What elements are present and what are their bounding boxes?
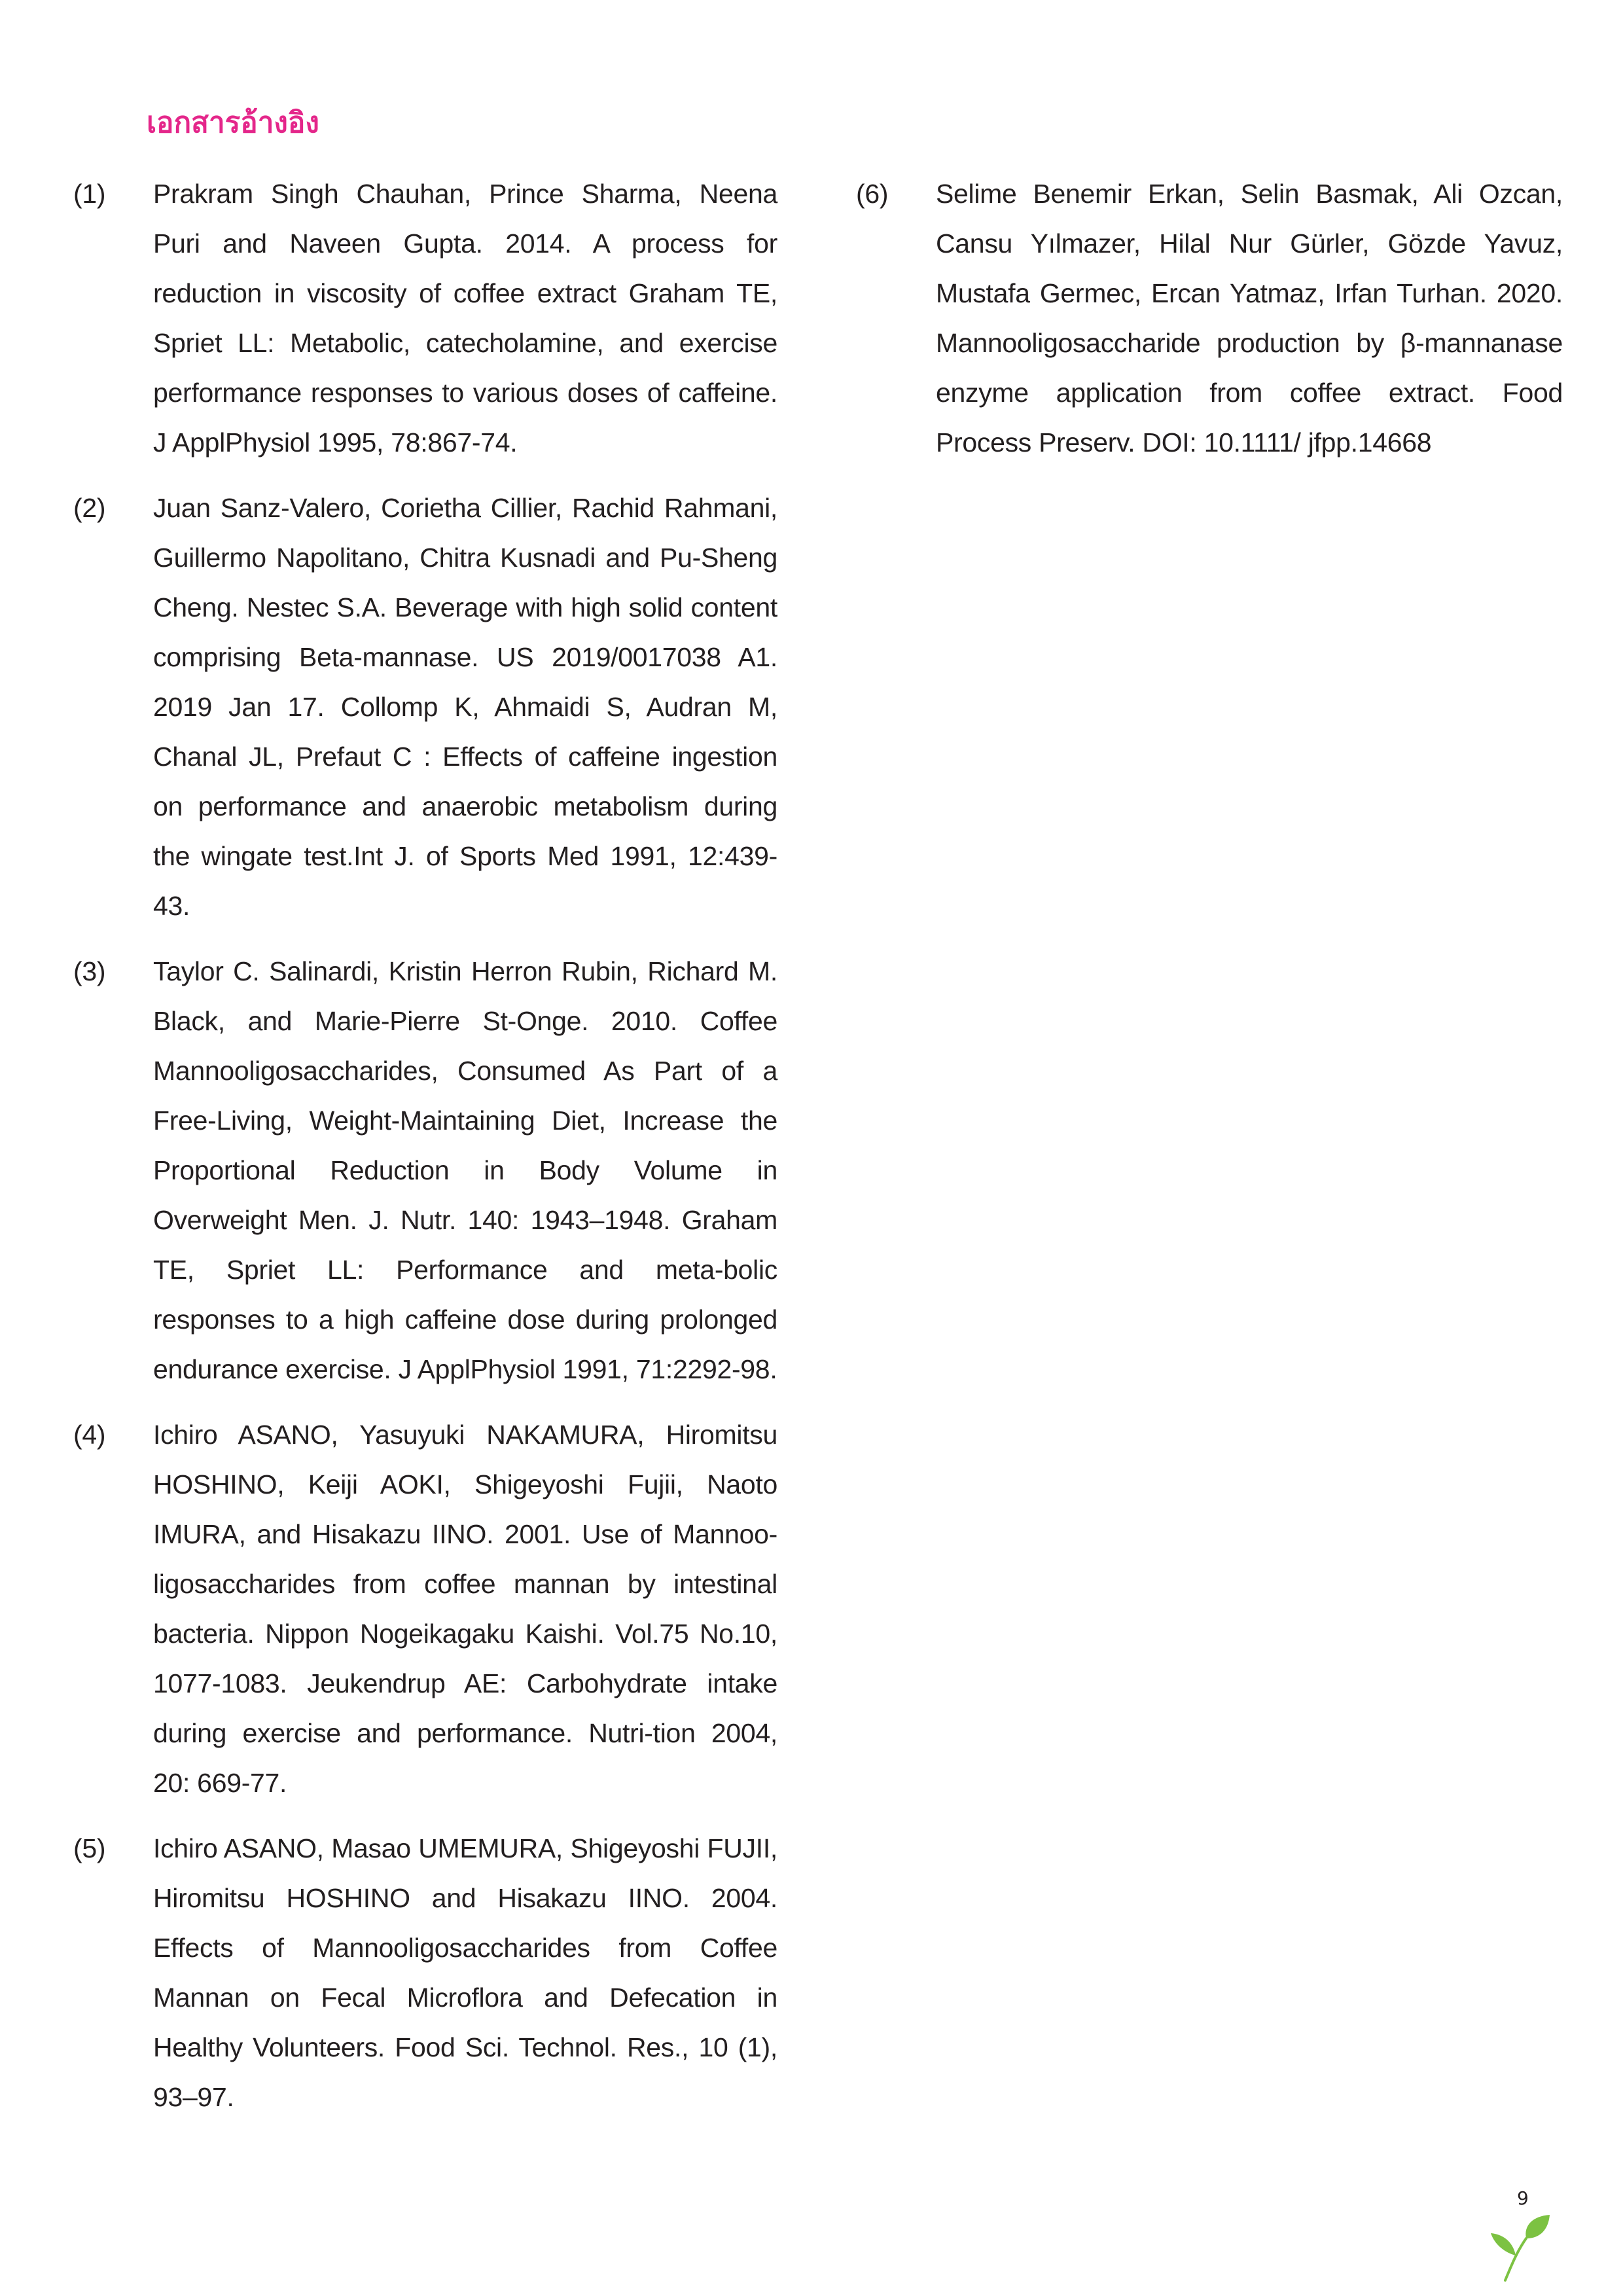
reference-text: Taylor C. Salinardi, Kristin Herron Rubin, Richard M. Black, and Marie-Pierre St-Onge. 2010. Coffee Mannooligosaccharides, Consumed As Part of a Free-Living, Weight-Maintaining Diet, Increase the Proportional Reduction in Body Volume in Overweight Men. J. Nutr. 140: 1943–1948. Graham TE, Spriet LL: Performance and meta-bolic responses to a high caffeine dose during prolonged endurance exercise. J ApplPhysiol 1991, 71:2292-98. [153,956,777,1384]
reference-number: (1) [73,179,106,209]
reference-number: (3) [73,956,106,986]
reference-number: (6) [856,179,889,209]
reference-text: Prakram Singh Chauhan, Prince Sharma, Neena Puri and Naveen Gupta. 2014. A process for reduction in viscosity of coffee extract Graham TE, Spriet LL: Metabolic, catecholamine, and exercise performance responses to various doses of caffeine. J ApplPhysiol 1995, 78:867-74. [153,179,777,457]
reference-number: (2) [73,493,106,523]
reference-number: (4) [73,1420,106,1450]
reference-text: Ichiro ASANO, Yasuyuki NAKAMURA, Hiromitsu HOSHINO, Keiji AOKI, Shigeyoshi Fujii, Naoto IMURA, and Hisakazu IINO. 2001. Use of Mannoo-ligosaccharides from coffee mannan by intestinal bacteria. Nippon Nogeikagaku Kaishi. Vol.75 No.10, 1077-1083. Jeukendrup AE: Carbohydrate intake during exercise and performance. Nutri-tion 2004, 20: 669-77. [153,1420,777,1798]
reference-text: Juan Sanz-Valero, Corietha Cillier, Rachid Rahmani, Guillermo Napolitano, Chitra Kusnadi and Pu-Sheng Cheng. Nestec S.A. Beverage with high solid content comprising Beta-mannase. US 2019/0017038 A1. 2019 Jan 17. Collomp K, Ahmaidi S, Audran M, Chanal JL, Prefaut C : Effects of caffeine ingestion on performance and anaerobic metabolism during the wingate test.Int J. of Sports Med 1991, 12:439-43. [153,493,777,921]
references-column-left [73,169,777,2138]
reference-number: (5) [73,1833,106,1863]
page-number: 9 [1517,2187,1529,2209]
reference-item [73,1410,777,1808]
reference-item [856,169,1563,467]
reference-text: Ichiro ASANO, Masao UMEMURA, Shigeyoshi FUJII, Hiromitsu HOSHINO and Hisakazu IINO. 2004. Effects of Mannooligosaccharides from Coffee Mannan on Fecal Microflora and Defecation in Healthy Volunteers. Food Sci. Technol. Res., 10 (1), 93–97. [153,1833,777,2112]
reference-item [73,946,777,1394]
references-column-right [856,169,1563,483]
reference-item [73,483,777,931]
reference-item [73,169,777,467]
sprout-leaf-icon [1486,2212,1558,2284]
reference-text: Selime Benemir Erkan, Selin Basmak, Ali Ozcan, Cansu Yılmazer, Hilal Nur Gürler, Gözde Yavuz, Mustafa Germec, Ercan Yatmaz, Irfan Turhan. 2020. Mannooligosaccharide production by β-mannanase enzyme application from coffee extract. Food Process Preserv. DOI: 10.1111/ jfpp.14668 [936,179,1563,457]
references-heading: เอกสารอ้างอิง [147,106,319,139]
reference-item [73,1823,777,2122]
